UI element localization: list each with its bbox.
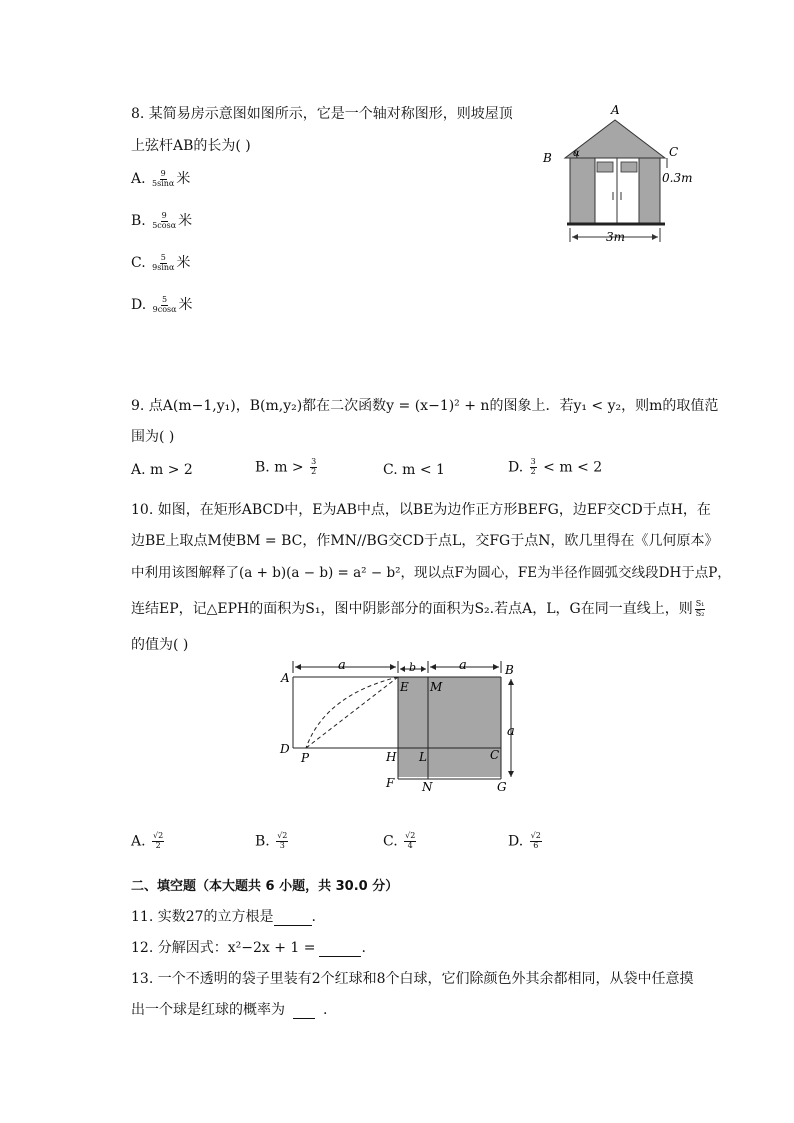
q8-label-width: 3m <box>606 230 626 244</box>
q9-option-a: A. m > 2 <box>131 462 193 478</box>
q10-stem-line3: 中利用该图解释了(a + b)(a − b) = a² − b²，现以点F为圆心，FE为半径作圆弧交线段DH于点P， <box>131 565 731 581</box>
q10-label-a-top-left: a <box>338 658 346 673</box>
q10-stem-line2: 边BE上取点M使BM = BC，作MN//BG交CD于点L，交FG于点N，欧几里得在《几何原本》 <box>131 533 719 549</box>
q11-answer-blank[interactable] <box>274 909 312 926</box>
q8-label-c: C <box>669 145 679 159</box>
q8-option-a: A. $\frac{9}{5\sin\alpha}$ 米 <box>131 168 191 188</box>
q10-label-M: M <box>430 680 443 694</box>
q9-option-d: D. $\frac{3}{2}$ < m < 2 <box>508 457 603 476</box>
q10-label-G: G <box>497 780 507 794</box>
q10-option-a: A. $\frac{√2}{2}$ <box>131 831 164 850</box>
q10-label-L: L <box>419 750 427 764</box>
q9-option-b: B. m > $\frac{3}{2}$ <box>255 457 317 476</box>
q10-stem-line1: 10. 如图，在矩形ABCD中，E为AB中点，以BE为边作正方形BEFG，边EF交CD于点H，在 <box>131 502 711 518</box>
section-2-heading: 二、填空题（本大题共 6 小题，共 30.0 分） <box>131 879 399 894</box>
q10-label-b-top: b <box>409 661 417 674</box>
q13-stem-line2: 出一个球是红球的概率为 . <box>131 1002 328 1018</box>
q10-label-H: H <box>386 750 397 764</box>
q10-stem-line4: 连结EP，记△EPH的面积为S₁，图中阴影部分的面积为S₂.若点A，L，G在同一直线上，则 $\frac{\text{S₁}}{\text{S₂}}$ <box>131 598 705 618</box>
q10-label-A: A <box>281 671 290 685</box>
q8-stem-line1: 8. 某简易房示意图如图所示，它是一个轴对称图形，则坡屋顶 <box>131 106 513 122</box>
q10-label-C: C <box>490 748 500 762</box>
q12-stem: 12. 分解因式：x²−2x + 1 = . <box>131 940 366 956</box>
q10-label-D: D <box>280 742 290 756</box>
q8-label-alpha: α <box>573 148 580 159</box>
q13-answer-blank[interactable] <box>293 1002 315 1019</box>
q10-stem-line5: 的值为( ) <box>131 637 189 653</box>
q8-option-d: D. $\frac{5}{9\cos\alpha}$ 米 <box>131 294 193 314</box>
q9-stem-line1: 9. 点A(m−1,y₁)，B(m,y₂)都在二次函数y = (x−1)² + n的图象上．若y₁ < y₂，则m的取值范 <box>131 398 719 414</box>
q11-stem: 11. 实数27的立方根是 . <box>131 909 316 925</box>
q9-option-c: C. m < 1 <box>383 462 445 478</box>
q10-label-E: E <box>400 680 409 694</box>
q10-label-P: P <box>301 751 310 765</box>
q10-label-N: N <box>422 780 433 794</box>
q10-option-c: C. $\frac{√2}{4}$ <box>383 831 416 850</box>
q10-option-b: B. $\frac{√2}{3}$ <box>255 831 288 850</box>
q9-stem-line2: 围为( ) <box>131 429 175 445</box>
q10-label-a-right: a <box>507 724 515 739</box>
q8-option-c: C. $\frac{5}{9\sin\alpha}$ 米 <box>131 252 191 272</box>
q8-house-figure <box>535 100 705 250</box>
q8-label-a: A <box>611 103 620 117</box>
q13-stem-line1: 13. 一个不透明的袋子里装有2个红球和8个白球，它们除颜色外其余都相同，从袋中任意摸 <box>131 971 694 987</box>
q10-label-F: F <box>386 776 395 790</box>
q12-answer-blank[interactable] <box>319 940 361 957</box>
q8-label-height: 0.3m <box>662 171 693 185</box>
q8-stem-line2: 上弦杆AB的长为( ) <box>131 138 251 154</box>
q8-option-b: B. $\frac{9}{5\cos\alpha}$ 米 <box>131 210 193 230</box>
q10-rectangle-figure <box>270 655 530 800</box>
q10-label-a-top-right: a <box>459 658 467 673</box>
q10-label-B: B <box>505 663 514 677</box>
q8-label-b: B <box>543 151 552 165</box>
q10-option-d: D. $\frac{√2}{6}$ <box>508 831 541 850</box>
